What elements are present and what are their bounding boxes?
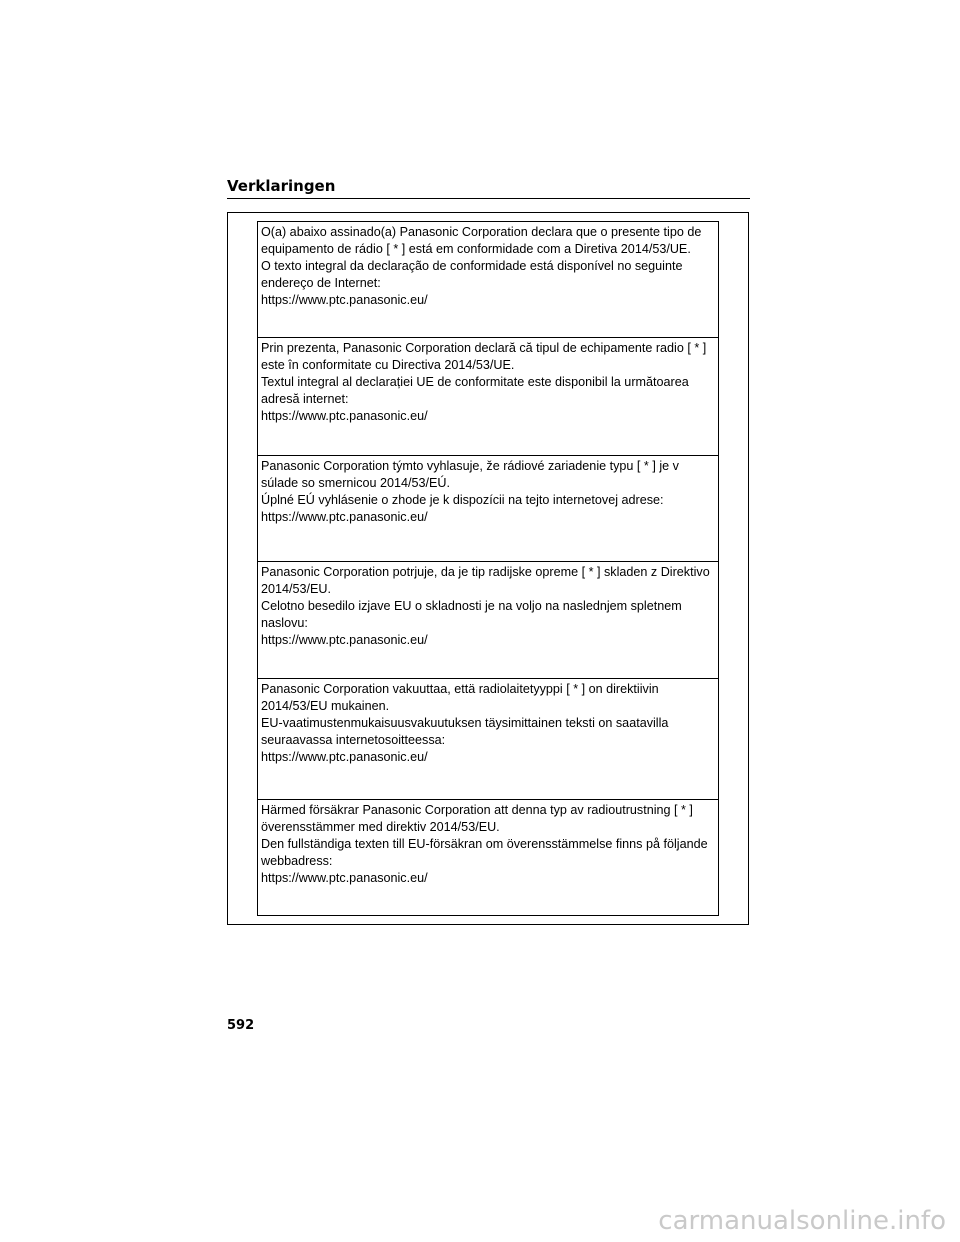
declaration-availability: EU-vaatimustenmukaisuusvakuutuksen täysimittainen teksti on saatavilla seuraavassa internetosoitteessa: (261, 716, 669, 747)
declaration-url: https://www.ptc.panasonic.eu/ (261, 750, 428, 764)
declaration-availability: O texto integral da declaração de conformidade está disponível no seguinte endereço de Internet: (261, 259, 683, 290)
declaration-availability: Celotno besedilo izjave EU o skladnosti je na voljo na naslednjem spletnem naslovu: (261, 599, 682, 630)
declaration-statement: Härmed försäkrar Panasonic Corporation att denna typ av radioutrustning [ * ] överensstämmer med direktiv 2014/53/EU. (261, 803, 693, 834)
declaration-availability: Den fullständiga texten till EU-försäkran om överensstämmelse finns på följande webbadress: (261, 837, 708, 868)
declaration-availability: Úplné EÚ vyhlásenie o zhode je k dispozícii na tejto internetovej adrese: (261, 493, 664, 507)
title-divider (227, 198, 750, 199)
declaration-cell-sk (258, 456, 718, 562)
section-title: Verklaringen (227, 177, 336, 195)
watermark: carmanualsonline.info (658, 1206, 946, 1236)
declaration-statement: Prin prezenta, Panasonic Corporation declară că tipul de echipamente radio [ * ] este în conformitate cu Directiva 2014/53/UE. (261, 341, 707, 372)
declaration-statement: O(a) abaixo assinado(a) Panasonic Corporation declara que o presente tipo de equipamento de rádio [ * ] está em conformidade com a Diretiva 2014/53/UE. (261, 225, 702, 256)
declaration-cell-fi (258, 679, 718, 800)
declaration-url: https://www.ptc.panasonic.eu/ (261, 633, 428, 647)
declaration-statement: Panasonic Corporation týmto vyhlasuje, že rádiové zariadenie typu [ * ] je v súlade so smernicou 2014/53/EÚ. (261, 459, 679, 490)
declaration-cell-sv (258, 800, 718, 915)
declaration-url: https://www.ptc.panasonic.eu/ (261, 409, 428, 423)
page-number: 592 (227, 1018, 255, 1033)
declaration-availability: Textul integral al declarației UE de conformitate este disponibil la următoarea adresă internet: (261, 375, 689, 406)
declaration-statement: Panasonic Corporation potrjuje, da je tip radijske opreme [ * ] skladen z Direktivo 2014/53/EU. (261, 565, 710, 596)
declaration-url: https://www.ptc.panasonic.eu/ (261, 293, 428, 307)
declaration-statement: Panasonic Corporation vakuuttaa, että radiolaitetyyppi [ * ] on direktiivin 2014/53/EU mukainen. (261, 682, 659, 713)
declaration-cell-sl (258, 562, 718, 679)
declaration-url: https://www.ptc.panasonic.eu/ (261, 510, 428, 524)
declaration-cell-pt (258, 222, 718, 338)
declaration-cell-ro (258, 338, 718, 456)
declaration-table (257, 221, 719, 916)
declaration-url: https://www.ptc.panasonic.eu/ (261, 871, 428, 885)
